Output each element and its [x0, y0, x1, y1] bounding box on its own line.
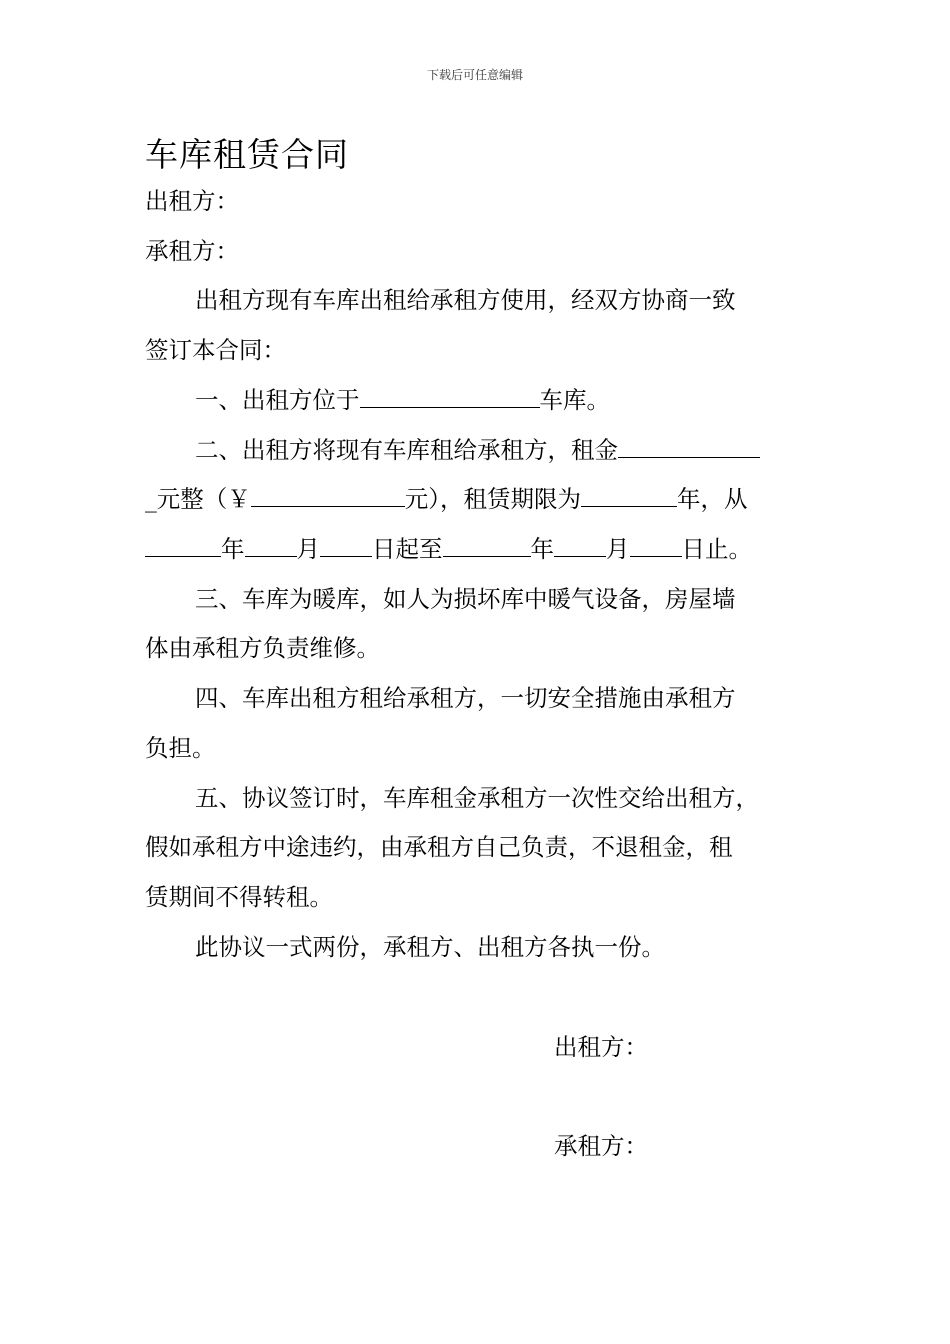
clause-2-text-d: 年，从	[677, 485, 748, 513]
intro-line-1: 出租方现有车库出租给承租方使用，经双方协商一致	[195, 286, 736, 314]
clause-5-line-1: 五、协议签订时，车库租金承租方一次性交给出租方，	[195, 784, 759, 812]
clause-2-text-e: 年	[221, 535, 245, 563]
signature-lessee: 承租方：	[554, 1132, 648, 1160]
clause-3-line-2: 体由承租方负责维修。	[145, 634, 380, 662]
blank-end-year	[443, 534, 531, 557]
signature-lessor: 出租方：	[554, 1033, 648, 1061]
clause-2-text-i: 月	[606, 535, 630, 563]
clause-4-line-2: 负担。	[145, 734, 216, 762]
closing-statement: 此协议一式两份，承租方、出租方各执一份。	[195, 933, 665, 961]
clause-2-text-h: 年	[530, 535, 554, 563]
blank-end-day	[630, 534, 682, 557]
clause-2-text-b: _元整（￥	[145, 485, 251, 513]
clause-1-text-b: 车库。	[539, 386, 610, 414]
clause-2-line-3	[145, 534, 752, 564]
clause-2-text-g: 日起至	[372, 535, 443, 563]
clause-2-text-f: 月	[296, 535, 320, 563]
clause-5-line-2: 假如承租方中途违约，由承租方自己负责，不退租金，租	[145, 833, 733, 861]
clause-2-line-2	[145, 484, 748, 514]
clause-2-text-j: 日止。	[681, 535, 752, 563]
party-lessor-label: 出租方：	[145, 187, 239, 215]
blank-start-day	[320, 534, 372, 557]
blank-end-month	[554, 534, 606, 557]
clause-3-line-1: 三、车库为暖库，如人为损坏库中暖气设备，房屋墙	[195, 585, 736, 613]
document-title: 车库租赁合同	[145, 135, 349, 174]
clause-2-text-c: 元），租赁期限为	[404, 485, 581, 513]
party-lessee-label: 承租方：	[145, 237, 239, 265]
blank-start-year	[145, 534, 221, 557]
blank-rent-amount	[618, 435, 760, 458]
clause-5-line-3: 赁期间不得转租。	[145, 883, 333, 911]
blank-rent-figure	[251, 484, 405, 507]
intro-line-2: 签订本合同：	[145, 336, 286, 364]
clause-2-text-a: 二、出租方将现有车库租给承租方，租金	[195, 436, 618, 464]
clause-1-text-a: 一、出租方位于	[195, 386, 360, 414]
clause-2-line-1	[195, 435, 760, 465]
blank-start-month	[245, 534, 297, 557]
blank-lease-term	[581, 484, 677, 507]
header-note: 下载后可任意编辑	[426, 68, 523, 82]
clause-1	[195, 385, 610, 415]
clause-4-line-1: 四、车库出租方租给承租方，一切安全措施由承租方	[195, 684, 736, 712]
blank-location	[360, 385, 540, 408]
